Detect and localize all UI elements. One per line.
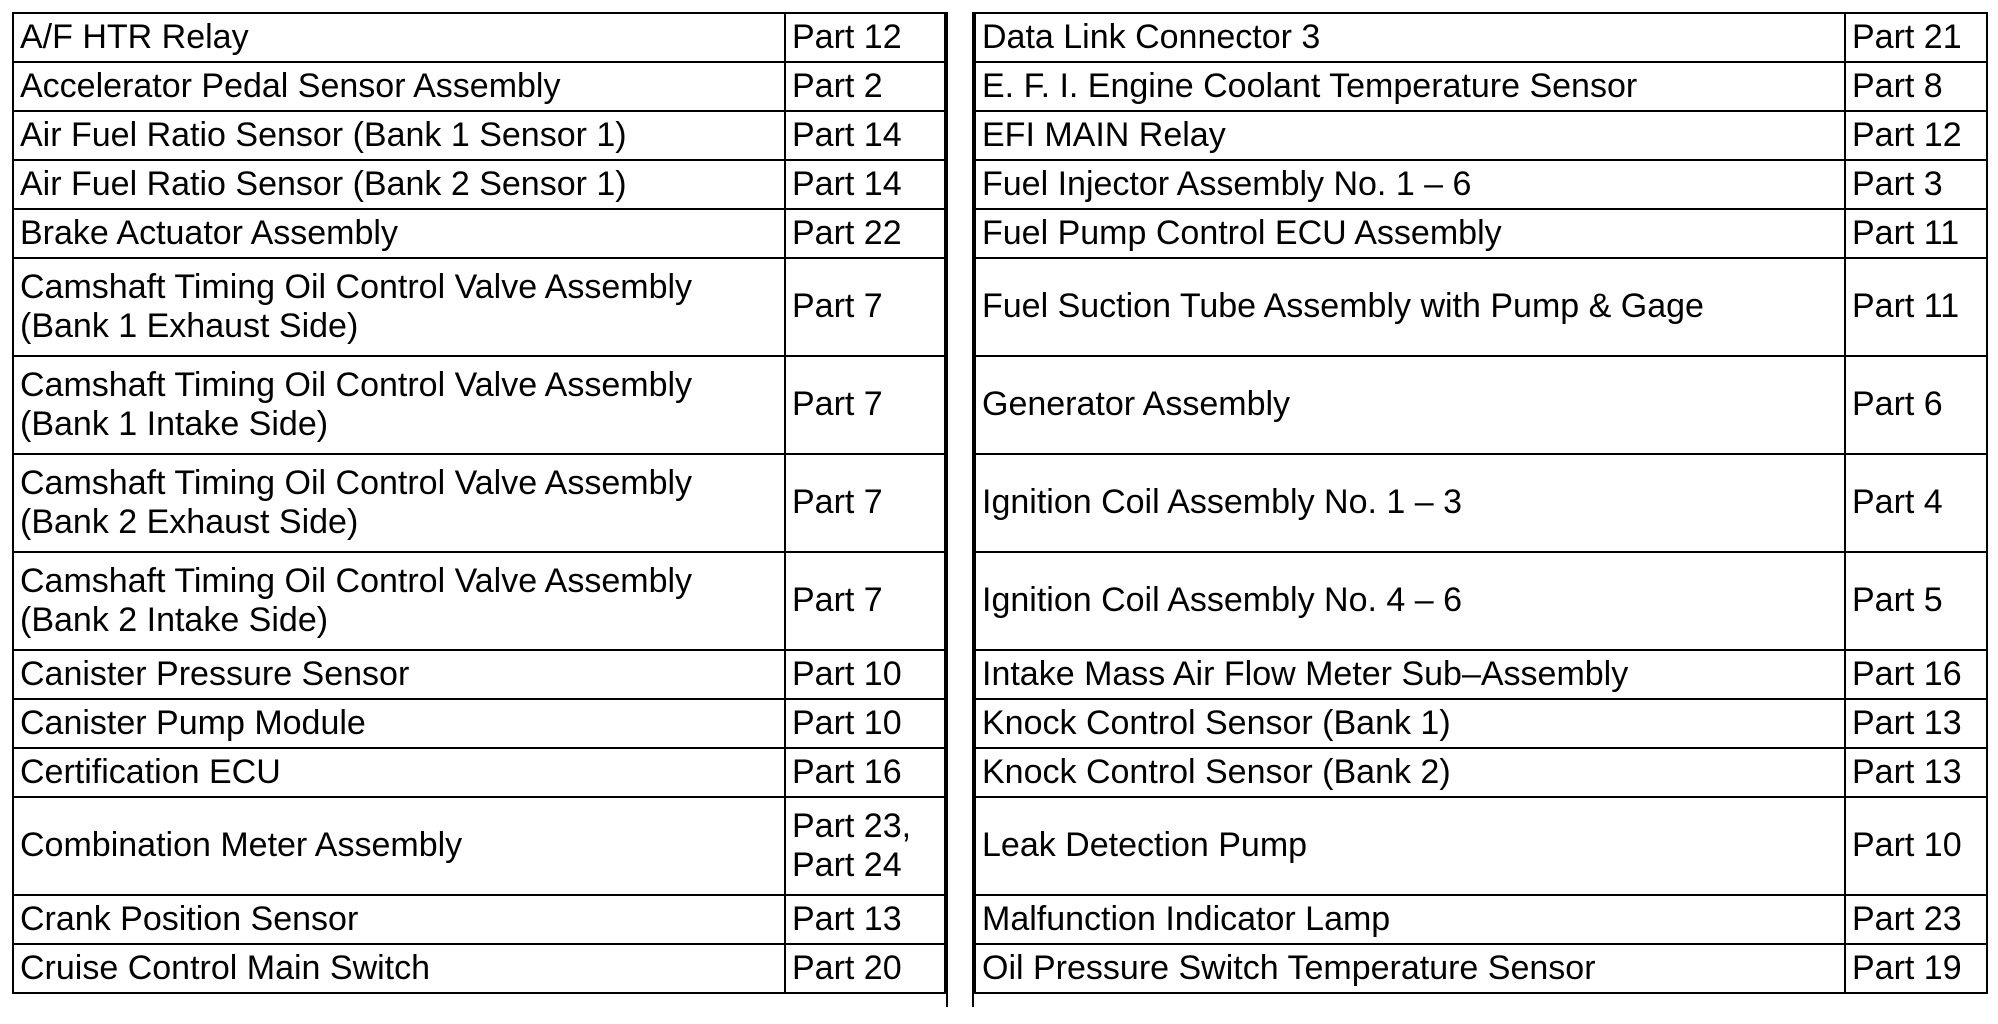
table-row (975, 258, 1987, 356)
table-row (13, 552, 945, 650)
part-reference: Part 12 (785, 13, 945, 62)
part-reference: Part 21 (1845, 13, 1987, 62)
component-name: Knock Control Sensor (Bank 2) (975, 748, 1845, 797)
part-reference: Part 13 (1845, 748, 1987, 797)
part-reference: Part 6 (1845, 356, 1987, 454)
part-reference: Part 5 (1845, 552, 1987, 650)
component-name: Ignition Coil Assembly No. 1 – 3 (975, 454, 1845, 552)
table-row (975, 356, 1987, 454)
part-reference: Part 19 (1845, 944, 1987, 993)
component-name: EFI MAIN Relay (975, 111, 1845, 160)
part-reference: Part 22 (785, 209, 945, 258)
component-name: Brake Actuator Assembly (13, 209, 785, 258)
component-name: Air Fuel Ratio Sensor (Bank 1 Sensor 1) (13, 111, 785, 160)
part-reference: Part 20 (785, 944, 945, 993)
table-row (13, 111, 945, 160)
table-row (975, 650, 1987, 699)
table-row (13, 895, 945, 944)
table-row (13, 209, 945, 258)
table-row (13, 650, 945, 699)
component-name: Camshaft Timing Oil Control Valve Assembly (Bank 1 Intake Side) (13, 356, 785, 454)
component-table-left (12, 12, 946, 994)
table-row (13, 699, 945, 748)
component-name: Canister Pressure Sensor (13, 650, 785, 699)
component-name: Camshaft Timing Oil Control Valve Assembly (Bank 2 Intake Side) (13, 552, 785, 650)
component-name: Ignition Coil Assembly No. 4 – 6 (975, 552, 1845, 650)
table-row (975, 209, 1987, 258)
component-name: Intake Mass Air Flow Meter Sub–Assembly (975, 650, 1845, 699)
part-reference: Part 12 (1845, 111, 1987, 160)
part-reference: Part 4 (1845, 454, 1987, 552)
component-table-right (974, 12, 1988, 994)
part-reference: Part 10 (785, 699, 945, 748)
component-name: Knock Control Sensor (Bank 1) (975, 699, 1845, 748)
table-row (975, 552, 1987, 650)
part-reference: Part 14 (785, 160, 945, 209)
component-name: Canister Pump Module (13, 699, 785, 748)
part-reference: Part 14 (785, 111, 945, 160)
table-row (975, 748, 1987, 797)
table-row (975, 944, 1987, 993)
component-name: Certification ECU (13, 748, 785, 797)
part-reference: Part 2 (785, 62, 945, 111)
component-name: Generator Assembly (975, 356, 1845, 454)
table-row (13, 797, 945, 895)
table-row (975, 797, 1987, 895)
part-reference: Part 16 (1845, 650, 1987, 699)
component-name: Camshaft Timing Oil Control Valve Assembly (Bank 2 Exhaust Side) (13, 454, 785, 552)
component-name: Accelerator Pedal Sensor Assembly (13, 62, 785, 111)
column-gutter (946, 12, 974, 1007)
table-row (13, 748, 945, 797)
component-name: Fuel Pump Control ECU Assembly (975, 209, 1845, 258)
component-name: Cruise Control Main Switch (13, 944, 785, 993)
table-row (975, 62, 1987, 111)
component-name: Oil Pressure Switch Temperature Sensor (975, 944, 1845, 993)
part-reference: Part 23, Part 24 (785, 797, 945, 895)
table-row (13, 62, 945, 111)
component-name: Combination Meter Assembly (13, 797, 785, 895)
component-name: A/F HTR Relay (13, 13, 785, 62)
part-reference: Part 7 (785, 552, 945, 650)
table-row (975, 895, 1987, 944)
table-row (13, 944, 945, 993)
table-row (13, 13, 945, 62)
component-name: Camshaft Timing Oil Control Valve Assembly (Bank 1 Exhaust Side) (13, 258, 785, 356)
table-row (13, 454, 945, 552)
table-row (13, 160, 945, 209)
part-reference: Part 11 (1845, 209, 1987, 258)
component-name: Leak Detection Pump (975, 797, 1845, 895)
table-row (975, 13, 1987, 62)
part-reference: Part 7 (785, 356, 945, 454)
part-reference: Part 10 (785, 650, 945, 699)
component-name: Crank Position Sensor (13, 895, 785, 944)
table-row (975, 699, 1987, 748)
part-reference: Part 3 (1845, 160, 1987, 209)
part-reference: Part 16 (785, 748, 945, 797)
table-row (975, 454, 1987, 552)
part-reference: Part 7 (785, 454, 945, 552)
part-reference: Part 13 (785, 895, 945, 944)
table-row (975, 111, 1987, 160)
component-name: E. F. I. Engine Coolant Temperature Sensor (975, 62, 1845, 111)
part-reference: Part 23 (1845, 895, 1987, 944)
part-reference: Part 10 (1845, 797, 1987, 895)
part-reference: Part 11 (1845, 258, 1987, 356)
component-name: Fuel Injector Assembly No. 1 – 6 (975, 160, 1845, 209)
part-reference: Part 8 (1845, 62, 1987, 111)
component-name: Malfunction Indicator Lamp (975, 895, 1845, 944)
table-row (975, 160, 1987, 209)
component-name: Data Link Connector 3 (975, 13, 1845, 62)
table-row (13, 258, 945, 356)
component-name: Fuel Suction Tube Assembly with Pump & Gage (975, 258, 1845, 356)
part-reference: Part 7 (785, 258, 945, 356)
table-row (13, 356, 945, 454)
component-name: Air Fuel Ratio Sensor (Bank 2 Sensor 1) (13, 160, 785, 209)
part-reference: Part 13 (1845, 699, 1987, 748)
